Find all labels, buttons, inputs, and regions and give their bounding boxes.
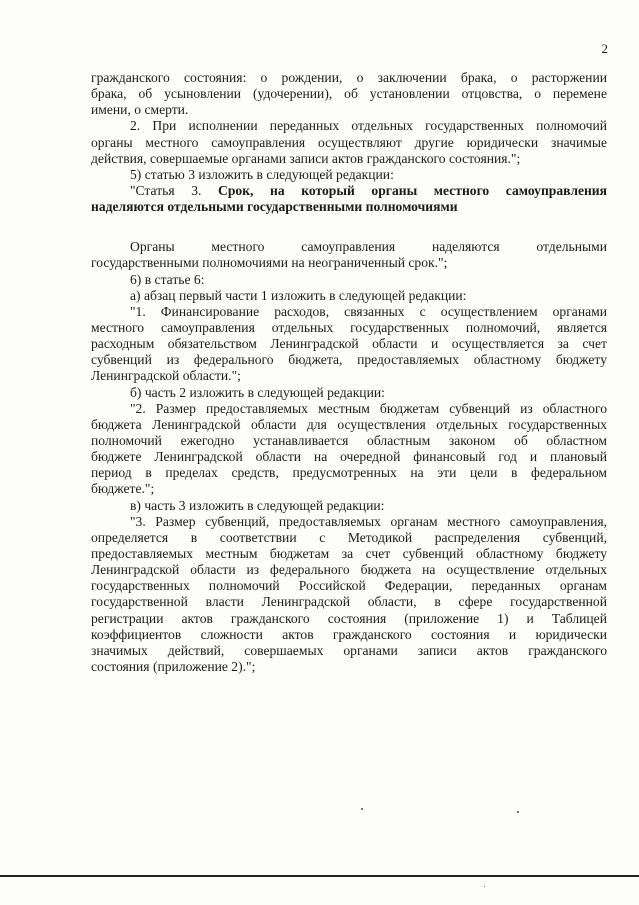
text-line: б) часть 2 изложить в следующей редакции:	[130, 384, 385, 400]
text-line: а) абзац первый части 1 изложить в следующей редакции:	[130, 287, 467, 303]
text-line: 2. При исполнении переданных отдельных государственных полномочий	[130, 118, 607, 134]
text-line: 6) в статье 6:	[130, 271, 205, 287]
text-line: период в пределах средств, предусмотренных на эти цели в федеральном	[91, 465, 607, 481]
text-line: Ленинградской области.";	[91, 368, 241, 384]
text-line: регистрации актов гражданского состояния (приложение 1) и Таблицей	[91, 610, 607, 626]
paragraph-gap	[91, 215, 607, 239]
text-line: действия, совершаемые органами записи актов гражданского состояния.";	[91, 150, 521, 166]
text-line: "3. Размер субвенций, предоставляемых органам местного самоуправления,	[130, 513, 607, 529]
text-line: Ленинградской области из федерального бюджета на осуществление отдельных	[91, 562, 607, 578]
text-line: 5) статью 3 изложить в следующей редакции:	[130, 166, 394, 182]
text-line: бюджете Ленинградской области на очередной финансовый год и плановый	[91, 449, 607, 465]
page-number: 2	[601, 41, 608, 56]
article-heading	[91, 183, 607, 199]
text-line: гражданского состояния: о рождении, о заключении брака, о расторжении	[91, 70, 607, 85]
text-line: расходным обязательством Ленинградской области и осуществляется за счет	[91, 336, 607, 352]
text-line: "1. Финансирование расходов, связанных с осуществлением органами	[130, 303, 607, 319]
text-line: субвенций из федерального бюджета, предоставляемых областному бюджету	[91, 352, 607, 368]
article-heading-continued	[91, 199, 607, 215]
text-line: значимых действий, совершаемых органами записи актов гражданского	[91, 642, 607, 658]
text-line: состояния (приложение 2).";	[91, 658, 256, 674]
text-line: Органы местного самоуправления наделяются отдельными	[130, 239, 607, 255]
text-line: государственными полномочиями на неограниченный срок.";	[91, 255, 448, 271]
text-line: предоставляемых местным бюджетам за счет субвенций областному бюджету	[91, 545, 607, 561]
text-line: бюджета Ленинградской области для осуществления отдельных государственных	[91, 416, 607, 432]
text-line: "2. Размер предоставляемых местным бюджетам субвенций из областного	[130, 400, 607, 416]
text-line: государственных полномочий Российской Федерации, переданных органам	[91, 578, 607, 594]
text-line: местного самоуправления отдельных государственных полномочий, является	[91, 319, 607, 335]
text-line: органы местного самоуправления осуществляют другие юридически значимые	[91, 134, 607, 150]
scan-speck	[517, 811, 519, 813]
scan-bottom-edge	[0, 875, 639, 877]
text-line: полномочий ежегодно устанавливается областным законом об областном	[91, 432, 607, 448]
scan-speck	[361, 808, 363, 810]
scan-speck	[484, 886, 485, 887]
text-line: бюджете.";	[91, 481, 155, 497]
article-heading-title: Срок, на который органы местного самоуправления	[218, 182, 607, 198]
text-line: коэффициентов сложности актов гражданского состояния и юридически	[91, 626, 607, 642]
document-body	[91, 70, 607, 675]
text-line: государственной власти Ленинградской области, в сфере государственной	[91, 594, 607, 610]
article-heading-title-continued: наделяются отдельными государственными полномочиями	[91, 199, 458, 215]
text-line: определяется в соответствии с Методикой распределения субвенций,	[91, 529, 607, 545]
text-line: в) часть 3 изложить в следующей редакции:	[130, 497, 385, 513]
text-line: брака, об усыновлении (удочерении), об установлении отцовства, о перемене	[91, 86, 607, 102]
text-line: имени, о смерти.	[91, 102, 189, 118]
article-heading-prefix: "Статья 3.	[130, 182, 219, 198]
